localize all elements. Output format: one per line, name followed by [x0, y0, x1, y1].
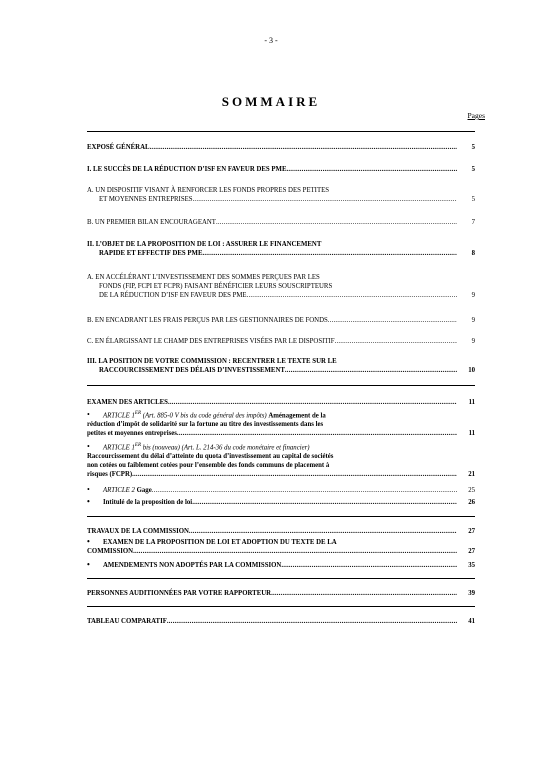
article-title-part2: non cotées ou faiblement cotées pour l’ensemble des fonds communs de placement à	[87, 462, 330, 470]
bullet-icon: •	[87, 442, 90, 452]
toc-entry-label-line1: II. L’OBJET DE LA PROPOSITION DE LOI : ASSURER LE FINANCEMENT	[87, 241, 322, 248]
toc-entry-label: B. UN PREMIER BILAN ENCOURAGEANT	[87, 219, 216, 226]
toc-entry-article-2[interactable]	[87, 486, 475, 495]
toc-entry-amendements[interactable]	[87, 561, 475, 570]
article-sup: ER	[134, 443, 142, 448]
toc-entry-tableau[interactable]	[87, 617, 475, 626]
toc-page-number: 27	[468, 548, 475, 555]
toc-entry-label: EXPOSÉ GÉNÉRAL	[87, 144, 150, 151]
toc-entry-section-2b[interactable]	[87, 316, 475, 325]
toc-page-number: 11	[468, 399, 475, 406]
toc-page-number: 41	[468, 618, 475, 625]
page-number: - 3 -	[264, 36, 278, 45]
toc-page-number: 9	[471, 317, 475, 324]
toc-entry-travaux[interactable]	[87, 527, 475, 536]
toc-page-number: 39	[468, 590, 475, 597]
article-label: ARTICLE 1	[103, 444, 135, 452]
toc-entry-section-1a[interactable]	[87, 186, 475, 204]
toc-entry-examen-articles[interactable]	[87, 398, 475, 407]
article-label: ARTICLE 1	[103, 412, 135, 420]
toc-page-number: 7	[471, 219, 475, 226]
toc-page-number: 25	[468, 487, 475, 494]
toc-entry-label-line1: EXAMEN DE LA PROPOSITION DE LOI ET ADOPTION DU TEXTE DE LA	[103, 539, 337, 546]
toc-entry-label: PERSONNES AUDITIONNÉES PAR VOTRE RAPPORTEUR	[87, 590, 272, 597]
top-rule	[87, 131, 475, 132]
toc-page-number: 21	[468, 471, 475, 479]
bullet-icon: •	[87, 537, 90, 546]
pages-column-label: Pages	[467, 111, 485, 120]
toc-entry-label: B. EN ENCADRANT LES FRAIS PERÇUS PAR LES GESTIONNAIRES DE FONDS	[87, 317, 328, 324]
toc-entry-expose-general[interactable]	[87, 143, 475, 152]
toc-page-number: 35	[468, 562, 475, 569]
bullet-icon: •	[87, 560, 90, 569]
bullet-icon: •	[87, 497, 90, 506]
article-label: ARTICLE 2	[103, 487, 135, 494]
toc-page-number: 5	[471, 196, 475, 203]
article-sup: ER	[134, 411, 142, 416]
toc-entry-label-line1: III. LA POSITION DE VOTRE COMMISSION : RECENTRER LE TEXTE SUR LE	[87, 358, 337, 365]
toc-entry-label: TRAVAUX DE LA COMMISSION	[87, 528, 189, 535]
toc-entry-personnes[interactable]	[87, 589, 475, 598]
article-title-part1: Aménagement de la	[268, 412, 326, 420]
page-title: SOMMAIRE	[221, 94, 321, 109]
bullet-icon: •	[87, 410, 90, 420]
toc-entry-section-2a[interactable]	[87, 273, 475, 300]
toc-entry-section-1b[interactable]	[87, 218, 475, 227]
toc-entry-label-line3: DE LA RÉDUCTION D’ISF EN FAVEUR DES PME	[99, 292, 247, 299]
toc-page-number: 11	[468, 430, 475, 438]
divider-rule	[87, 578, 475, 579]
toc-entry-label-line1: A. EN ACCÉLÉRANT L’INVESTISSEMENT DES SOMMES PERÇUES PAR LES	[87, 274, 320, 281]
toc-entry-label-line2: ET MOYENNES ENTREPRISES	[99, 196, 193, 203]
toc-entry-article-1[interactable]	[87, 409, 475, 438]
toc-entry-section-3[interactable]	[87, 357, 475, 375]
article-title-part1: Raccourcissement du délai d’atteinte du quota d’investissement au capital de sociétés	[87, 453, 334, 461]
divider-rule	[87, 385, 475, 386]
bullet-icon: •	[87, 485, 90, 494]
toc-entry-label-line2: RACCOURCISSEMENT DES DÉLAIS D’INVESTISSEMENT	[99, 367, 285, 374]
toc-page-number: 9	[471, 338, 475, 345]
toc-page-number: 10	[468, 367, 475, 374]
toc-entry-label: AMENDEMENTS NON ADOPTÉS PAR LA COMMISSION	[103, 562, 282, 569]
toc-page-number: 8	[471, 250, 475, 257]
toc-page-number: 5	[471, 166, 475, 173]
toc-entry-label-line2: RAPIDE ET EFFECTIF DES PME	[99, 250, 203, 257]
toc-entry-label-line2: COMMISSION	[87, 548, 134, 555]
article-ref: bis (nouveau) (Art. L. 214-36 du code monétaire et financier)	[142, 444, 310, 452]
toc-entry-examen-proposition[interactable]	[87, 538, 475, 556]
toc-entry-label: Intitulé de la proposition de loi	[103, 499, 193, 506]
divider-rule	[87, 516, 475, 517]
divider-rule	[87, 606, 475, 607]
toc-entry-section-2[interactable]	[87, 240, 475, 258]
toc-entry-label: I. LE SUCCÈS DE LA RÉDUCTION D’ISF EN FAVEUR DES PME	[87, 166, 287, 173]
toc-page-number: 9	[471, 292, 475, 299]
toc-entry-label: TABLEAU COMPARATIF	[87, 618, 167, 625]
toc-entry-article-1-bis[interactable]	[87, 441, 475, 479]
toc-entry-label-line2: FONDS (FIP, FCPI ET FCPR) FAISANT BÉNÉFICIER LEURS SOUSCRIPTEURS	[99, 283, 333, 290]
article-title-part3: petites et moyennes entreprises	[87, 430, 177, 438]
toc-entry-section-2c[interactable]	[87, 337, 475, 346]
toc-page-number: 5	[471, 144, 475, 151]
article-ref: (Art. 885-0 V bis du code général des impôts)	[142, 412, 267, 420]
toc-entry-section-1[interactable]	[87, 165, 475, 174]
toc-entry-intitule[interactable]	[87, 498, 475, 507]
toc-page-number: 26	[468, 499, 475, 506]
toc-entry-label-line1: A. UN DISPOSITIF VISANT À RENFORCER LES FONDS PROPRES DES PETITES	[87, 187, 330, 194]
article-title-part3: risques (FCPR)	[87, 471, 133, 479]
toc-entry-label: EXAMEN DES ARTICLES	[87, 399, 168, 406]
toc-entry-label: C. EN ÉLARGISSANT LE CHAMP DES ENTREPRISES VISÉES PAR LE DISPOSITIF	[87, 338, 335, 345]
article-title: Gage	[136, 487, 152, 494]
article-title-part2: réduction d’impôt de solidarité sur la fortune au titre des investissements dans les	[87, 421, 324, 429]
toc-page-number: 27	[468, 528, 475, 535]
